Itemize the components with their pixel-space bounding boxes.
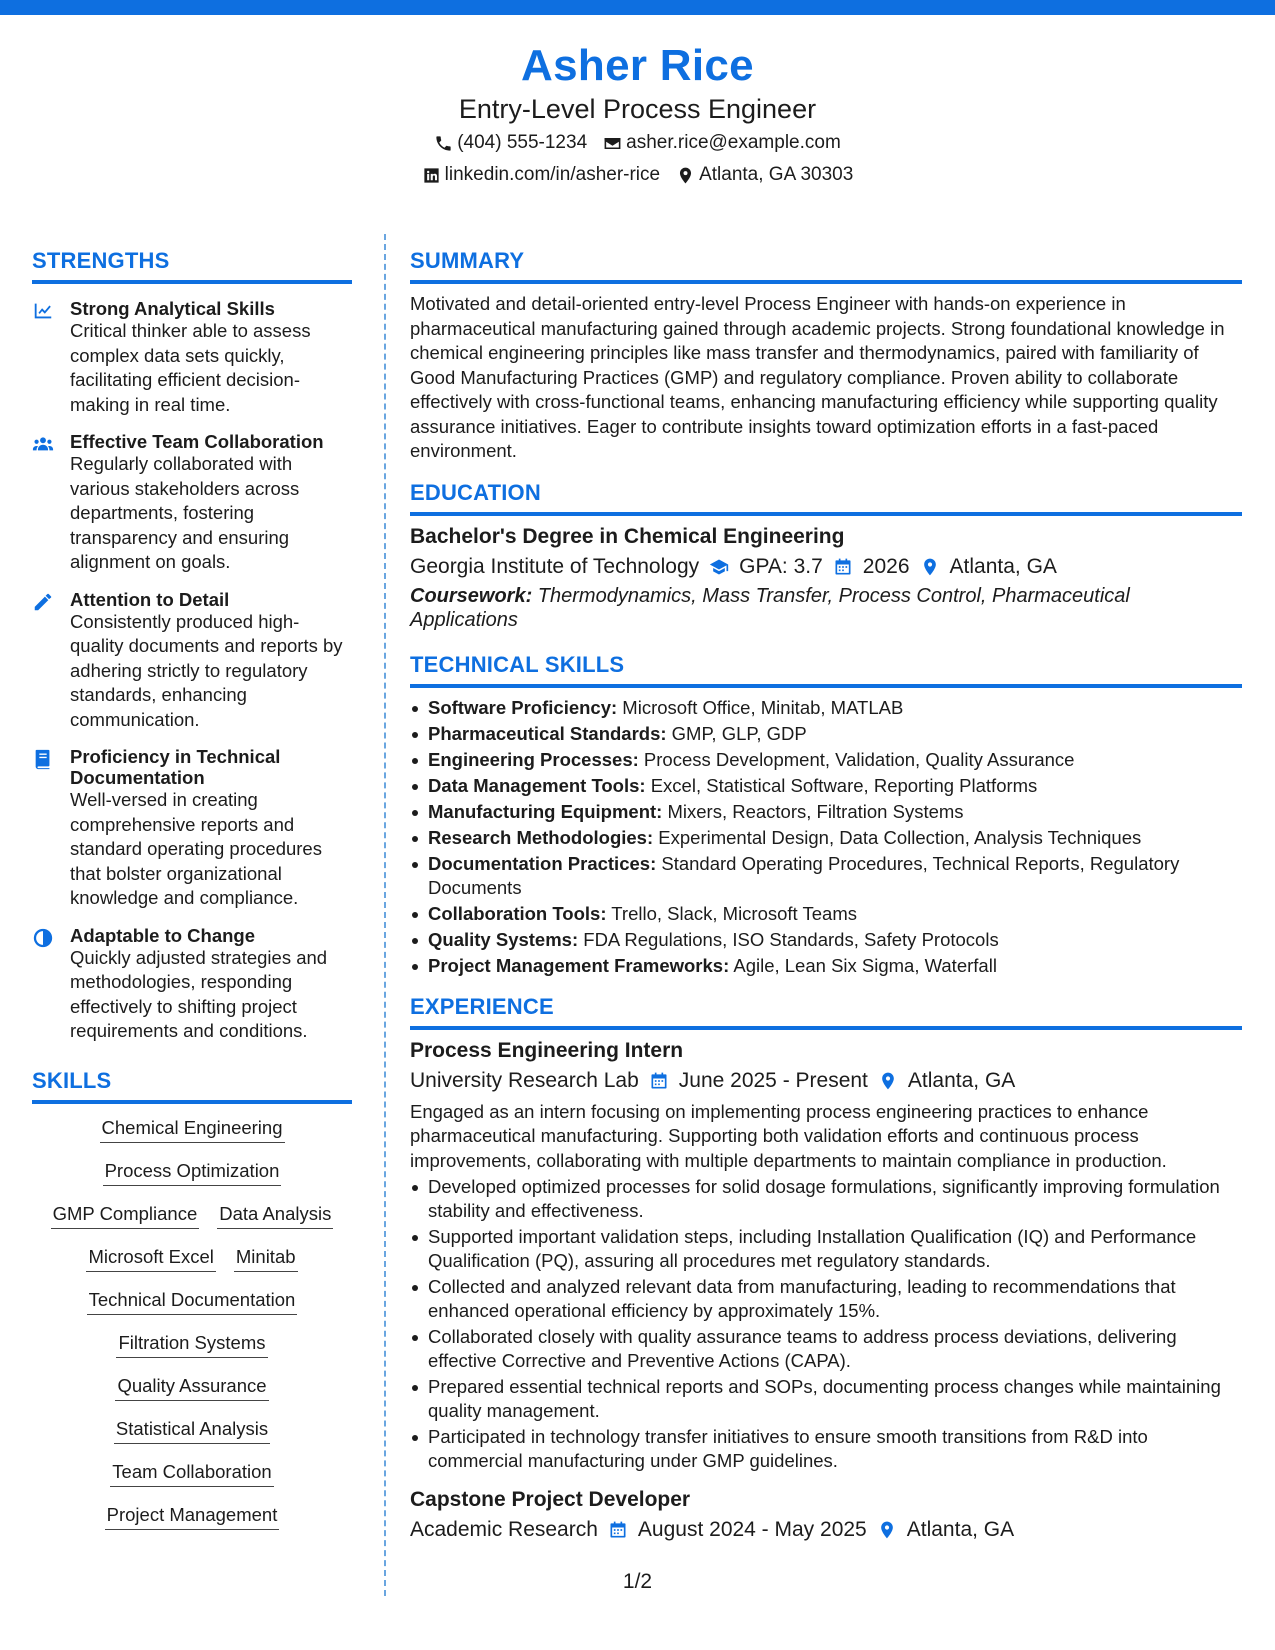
coursework — [410, 584, 1242, 632]
list-item: Manufacturing Equipment: Mixers, Reactors, Filtration Systems — [410, 800, 1242, 824]
list-item: Prepared essential technical reports and SOPs, documenting process changes while maintaining quality management. — [410, 1375, 1242, 1423]
skill-tag: Data Analysis — [217, 1201, 333, 1229]
book-icon — [32, 748, 54, 770]
map-pin-icon — [920, 557, 940, 577]
graduation-cap-icon — [709, 557, 729, 577]
job-organization: University Research Lab — [410, 1068, 639, 1092]
location-text: Atlanta, GA 30303 — [699, 164, 854, 185]
list-item: Research Methodologies: Experimental Design, Data Collection, Analysis Techniques — [410, 826, 1242, 850]
skills-heading: SKILLS — [32, 1066, 352, 1104]
list-item: Pharmaceutical Standards: GMP, GLP, GDP — [410, 722, 1242, 746]
strength-item — [32, 925, 352, 1044]
top-accent-bar — [0, 0, 1275, 15]
job-meta — [410, 1515, 1242, 1545]
experience-heading: EXPERIENCE — [410, 992, 1242, 1030]
skill-tag: GMP Compliance — [51, 1201, 200, 1229]
list-item: Data Management Tools: Excel, Statistical Software, Reporting Platforms — [410, 774, 1242, 798]
list-item: Collaborated closely with quality assurance teams to address process deviations, delivering effective Corrective and Preventive Actions (CAPA). — [410, 1325, 1242, 1373]
job-description: Engaged as an intern focusing on implementing process engineering practices to enhance pharmaceutical manufacturing. Supporting both validation efforts and continuous process improvements, collaborating with multiple departments to maintain compliance in production. — [410, 1100, 1167, 1171]
skill-tag: Minitab — [234, 1244, 298, 1272]
school-location: Atlanta, GA — [949, 554, 1057, 578]
calendar-icon — [833, 557, 853, 577]
list-item: Engineering Processes: Process Development, Validation, Quality Assurance — [410, 748, 1242, 772]
list-item: Quality Systems: FDA Regulations, ISO Standards, Safety Protocols — [410, 928, 1242, 952]
list-item: Software Proficiency: Microsoft Office, Minitab, MATLAB — [410, 696, 1242, 720]
list-item: Documentation Practices: Standard Operating Procedures, Technical Reports, Regulatory Documents — [410, 852, 1242, 900]
strength-item — [32, 589, 352, 733]
skill-tag: Quality Assurance — [115, 1373, 268, 1401]
strength-title: Proficiency in Technical Documentation — [70, 746, 281, 788]
map-pin-icon — [877, 1520, 897, 1540]
technical-skills-list — [410, 696, 1242, 978]
coursework-text: Thermodynamics, Mass Transfer, Process Control, Pharmaceutical Applications — [410, 584, 1130, 631]
envelope-icon — [603, 134, 622, 153]
map-pin-icon — [676, 166, 695, 185]
linkedin-icon — [422, 166, 441, 185]
strength-description: Quickly adjusted strategies and methodologies, responding effectively to shifting project requirements and conditions. — [70, 946, 328, 1041]
job-title: Process Engineering Intern — [410, 1038, 684, 1062]
strengths-list — [32, 298, 352, 1044]
skill-tag: Technical Documentation — [87, 1287, 298, 1315]
job-organization: Academic Research — [410, 1518, 598, 1541]
strength-title: Strong Analytical Skills — [70, 298, 275, 319]
list-item: Collected and analyzed relevant data from manufacturing, leading to recommendations that enhanced operational efficiency by approximately 15%. — [410, 1275, 1242, 1323]
skill-tag: Microsoft Excel — [86, 1244, 215, 1272]
technical-skills-heading: TECHNICAL SKILLS — [410, 650, 1242, 688]
skills-list — [32, 1104, 352, 1538]
graduation-year: 2026 — [862, 554, 910, 578]
phone-contact[interactable] — [434, 128, 587, 158]
job-dates: August 2024 - May 2025 — [637, 1518, 867, 1541]
strength-description: Consistently produced high-quality documents and reports by adhering strictly to regulatory standards, enhancing communication. — [70, 610, 343, 730]
school-name: Georgia Institute of Technology — [410, 554, 700, 578]
list-item: Project Management Frameworks: Agile, Lean Six Sigma, Waterfall — [410, 954, 1242, 978]
calendar-icon — [649, 1071, 669, 1091]
summary-heading: SUMMARY — [410, 246, 1242, 284]
list-item: Developed optimized processes for solid dosage formulations, significantly improving formulation stability and effectiveness. — [410, 1175, 1242, 1223]
phone-text: (404) 555-1234 — [457, 132, 588, 153]
column-divider — [384, 234, 386, 1596]
job-location: Atlanta, GA — [907, 1068, 1016, 1092]
linkedin-contact[interactable] — [422, 160, 660, 190]
skill-tag: Team Collaboration — [110, 1459, 273, 1487]
job-entry — [410, 1036, 1242, 1474]
list-item: Participated in technology transfer initiatives to ensure smooth transitions from R&D into commercial manufacturing under GMP guidelines. — [410, 1425, 1242, 1473]
email-text: asher.rice@example.com — [626, 132, 841, 153]
strength-description: Regularly collaborated with various stakeholders across departments, fostering transparency and ensuring alignment on goals. — [70, 453, 300, 572]
location-contact — [676, 160, 853, 190]
skill-tag: Project Management — [105, 1502, 280, 1530]
coursework-label: Coursework: — [410, 584, 533, 607]
calendar-icon — [608, 1520, 628, 1540]
email-contact[interactable] — [603, 128, 841, 158]
strength-title: Effective Team Collaboration — [70, 431, 324, 452]
contact-row-2 — [0, 160, 1275, 190]
candidate-name: Asher Rice — [521, 41, 754, 90]
job-meta — [410, 1066, 1242, 1096]
skill-tag: Chemical Engineering — [100, 1115, 285, 1143]
chart-line-icon — [32, 300, 54, 322]
job-entry — [410, 1485, 1242, 1545]
contact-row-1 — [0, 128, 1275, 158]
left-column — [32, 246, 352, 1538]
gpa-text: GPA: 3.7 — [739, 554, 823, 578]
degree-title: Bachelor's Degree in Chemical Engineering — [410, 524, 845, 548]
list-item: Collaboration Tools: Trello, Slack, Microsoft Teams — [410, 902, 1242, 926]
resume-header — [0, 40, 1275, 190]
skill-tag: Filtration Systems — [116, 1330, 267, 1358]
half-circle-icon — [32, 927, 54, 949]
strength-title: Adaptable to Change — [70, 924, 256, 946]
page-number: 1/2 — [622, 1570, 653, 1593]
summary-text: Motivated and detail-oriented entry-level Process Engineer with hands-on experience in pharmaceutical manufacturing gained through academic projects. Strong foundational knowledge in chemical engineering principles like mass transfer and thermodynamics, paired with familiarity of Good Manufacturing Practices (GMP) and regulatory compliance. Proven ability to collaborate effectively with cross-functional teams, enhancing manufacturing efficiency while supporting quality assurance initiatives. Eager to contribute insights toward optimization efforts in a fast-paced environment. — [410, 293, 1225, 461]
map-pin-icon — [878, 1071, 898, 1091]
users-icon — [32, 433, 54, 455]
strength-title: Attention to Detail — [70, 588, 230, 610]
candidate-title: Entry-Level Process Engineer — [458, 94, 817, 124]
strengths-heading: STRENGTHS — [32, 246, 352, 284]
education-heading: EDUCATION — [410, 478, 1242, 516]
education-meta — [410, 552, 1242, 582]
strength-description: Well-versed in creating comprehensive reports and standard operating procedures that bolster organizational knowledge and compliance. — [70, 789, 322, 908]
list-item: Supported important validation steps, including Installation Qualification (IQ) and Performance Qualification (PQ), assuring all procedures met regulatory standards. — [410, 1225, 1242, 1273]
pencil-icon — [32, 591, 54, 613]
job-dates: June 2025 - Present — [678, 1068, 868, 1092]
phone-icon — [434, 134, 453, 153]
strength-item — [32, 746, 352, 911]
linkedin-text: linkedin.com/in/asher-rice — [444, 164, 661, 185]
job-bullets — [410, 1175, 1242, 1473]
job-location: Atlanta, GA — [906, 1518, 1015, 1541]
strength-item — [32, 431, 352, 575]
skill-tag: Statistical Analysis — [114, 1416, 270, 1444]
strength-description: Critical thinker able to assess complex data sets quickly, facilitating efficient decision-making in real time. — [70, 320, 311, 415]
right-column — [410, 246, 1242, 1545]
skill-tag: Process Optimization — [103, 1158, 282, 1186]
strength-item — [32, 298, 352, 417]
job-title: Capstone Project Developer — [410, 1488, 691, 1511]
